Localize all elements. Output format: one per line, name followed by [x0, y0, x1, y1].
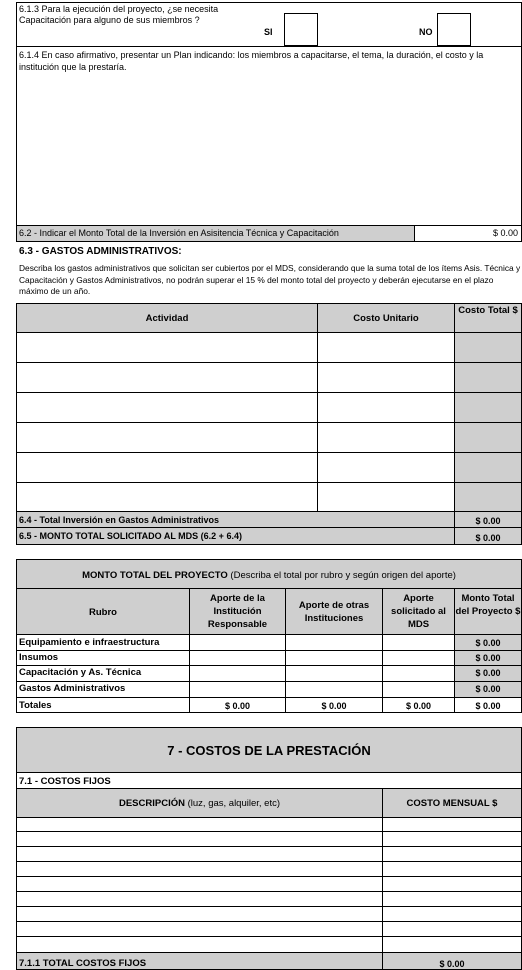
title-6-3: 6.3 - GASTOS ADMINISTRATIVOS:: [19, 246, 182, 257]
monto-total-title: [17, 570, 521, 581]
header-costo-total: Costo Total $: [458, 305, 518, 316]
header-aporte-otras: Aporte de otras Instituciones: [298, 600, 370, 624]
totales-mds: $ 0.00: [405, 701, 432, 711]
question-6-1-3: 6.1.3 Para la ejecución del proyecto, ¿se necesita Capacitación para alguno de sus miembros ?: [19, 4, 219, 25]
header-descripcion-note: (luz, gas, alquiler, etc): [187, 798, 281, 809]
totales-total: $ 0.00: [475, 701, 501, 711]
rubro-row: Equipamiento e infraestructura: [19, 637, 160, 648]
table-row[interactable]: [17, 907, 521, 921]
rubro-row: Capacitación y As. Técnica: [19, 667, 142, 678]
rubro-row: Insumos: [19, 652, 59, 663]
table-row[interactable]: [17, 877, 521, 891]
label-6-4: 6.4 - Total Inversión en Gastos Administrativos: [19, 515, 220, 525]
header-descripcion-label: DESCRIPCIÓN: [118, 798, 185, 809]
rubro-total: $ 0.00: [475, 638, 501, 648]
si-label: SI: [264, 27, 273, 37]
table-row[interactable]: [17, 892, 521, 906]
header-rubro: Rubro: [89, 607, 117, 618]
section-7-title: 7 - COSTOS DE LA PRESTACIÓN: [167, 743, 371, 758]
value-6-4: $ 0.00: [475, 516, 501, 526]
si-checkbox[interactable]: [284, 13, 318, 46]
label-7-1-1: 7.1.1 TOTAL COSTOS FIJOS: [19, 958, 147, 969]
description-6-3: Describa los gastos administrativos que solicitan ser cubiertos por el MDS, considerando que la suma total de los ítems Asis. Técnica y Capacitación y Gastos Administrativos, no podrán superar el 15 % del monto total del proyecto y deberán ejecutarse en el plazo máximo de un año.: [19, 263, 521, 296]
table-row[interactable]: [17, 847, 521, 861]
rubro-row: Gastos Administrativos: [19, 683, 126, 694]
table-row[interactable]: [17, 832, 521, 846]
rubro-total: $ 0.00: [475, 684, 501, 694]
header-actividad: Actividad: [145, 313, 189, 324]
table-row[interactable]: [17, 937, 521, 952]
header-descripcion: [17, 798, 382, 809]
label-7-1: 7.1 - COSTOS FIJOS: [19, 776, 111, 787]
table-row[interactable]: [17, 862, 521, 876]
table-row[interactable]: [17, 483, 453, 511]
header-costo-unitario: Costo Unitario: [353, 313, 419, 324]
table-row[interactable]: [17, 453, 453, 482]
header-monto-total: Monto Total del Proyecto $: [455, 593, 521, 617]
plan-text-6-1-4: 6.1.4 En caso afirmativo, presentar un Plan indicando: los miembros a capacitarse, el tema, la duración, el costo y la institución que la prestaría.: [19, 50, 484, 72]
label-6-2: 6.2 - Indicar el Monto Total de la Inversión en Asisitencia Técnica y Capacitación: [19, 228, 339, 238]
no-checkbox[interactable]: [437, 13, 471, 46]
monto-total-title-bold: MONTO TOTAL DEL PROYECTO: [82, 570, 228, 581]
header-costo-mensual: COSTO MENSUAL $: [406, 798, 498, 809]
totales-otras: $ 0.00: [321, 701, 347, 711]
no-label: NO: [419, 27, 433, 37]
monto-total-title-note: (Describa el total por rubro y según origen del aporte): [230, 570, 456, 581]
rubro-total: $ 0.00: [475, 668, 501, 678]
label-6-5: 6.5 - MONTO TOTAL SOLICITADO AL MDS (6.2 + 6.4): [19, 531, 242, 541]
table-row[interactable]: [17, 818, 521, 831]
plan-text-area[interactable]: [19, 75, 519, 223]
value-6-5: $ 0.00: [475, 533, 501, 543]
value-6-2: $ 0.00: [492, 228, 518, 238]
table-row[interactable]: [17, 423, 453, 452]
totales-label: Totales: [19, 700, 52, 711]
rubro-total: $ 0.00: [475, 653, 501, 663]
totales-institucion: $ 0.00: [224, 701, 251, 711]
value-7-1-1: $ 0.00: [439, 959, 465, 969]
table-row[interactable]: [17, 333, 453, 362]
table-row[interactable]: [17, 393, 453, 422]
table-row[interactable]: [17, 922, 521, 936]
header-aporte-mds: Aporte solicitado al MDS: [391, 593, 446, 630]
header-aporte-institucion: Aporte de la Institución Responsable: [207, 593, 268, 630]
table-row[interactable]: [17, 363, 453, 392]
